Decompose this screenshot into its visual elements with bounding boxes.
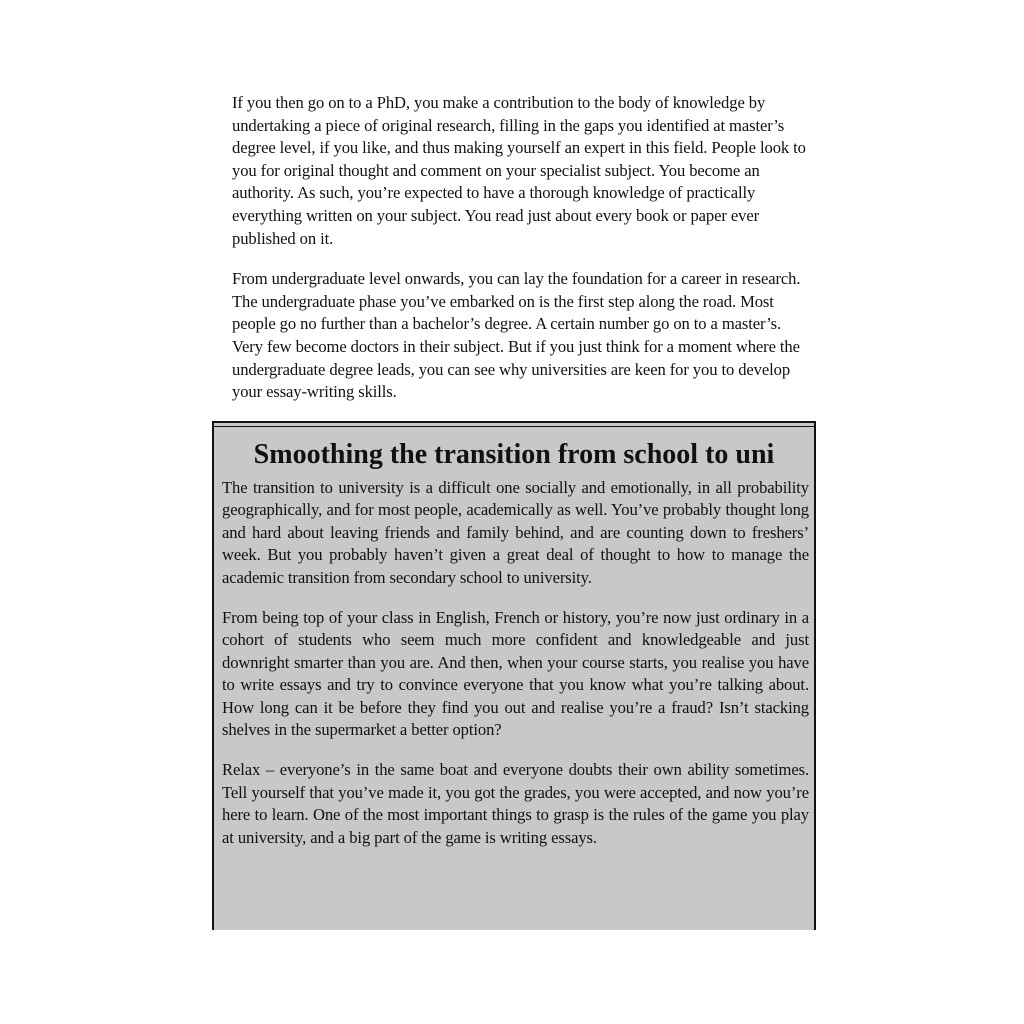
intro-paragraph-1: If you then go on to a PhD, you make a contribution to the body of knowledge by undertaking a piece of original research, filling in the gaps you identified at master’s degree level, if you like, and thus making yourself an expert in this field. People look to you for original thought and comment on your specialist subject. You become an authority. As such, you’re expected to have a thorough knowledge of practically everything written on your subject. You read just about every book or paper ever published on it. [232,93,806,248]
sidebar-paragraph-2: From being top of your class in English, French or history, you’re now just ordinary in a cohort of students who seem much more confident and knowledgeable and just downright smarter than you are. And then, when your course starts, you realise you have to write essays and try to convince everyone that you know what you’re talking about. How long can it be before they find you out and realise you’re a fraud? Isn’t stacking shelves in the supermarket a better option? [222,608,809,740]
intro-paragraph-2: From undergraduate level onwards, you can lay the foundation for a career in research. The undergraduate phase you’ve embarked on is the first step along the road. Most people go no further than a bachelor’s degree. A certain number go on to a master’s. Very few become doctors in their subject. But if you just think for a moment where the undergraduate degree leads, you can see why universities are keen for you to develop your essay-writing skills. [232,269,801,402]
sidebar-box [212,421,816,930]
sidebar-box-title: Smoothing the transition from school to uni [253,439,775,470]
sidebar-box-body [214,472,814,849]
sidebar-paragraph-3: Relax – everyone’s in the same boat and everyone doubts their own ability sometimes. Tell yourself that you’ve made it, you got the grades, you were accepted, and now you’re here to learn. One of the most important things to grasp is the rules of the game you play at university, and a big part of the game is writing essays. [222,760,809,847]
sidebar-paragraph-1: The transition to university is a difficult one socially and emotionally, in all probability geographically, and for most people, academically as well. You’ve probably thought long and hard about leaving friends and family behind, and are counting down to freshers’ week. But you probably haven’t given a great deal of thought to how to manage the academic transition from secondary school to university. [222,478,809,587]
main-body-text [232,92,814,422]
